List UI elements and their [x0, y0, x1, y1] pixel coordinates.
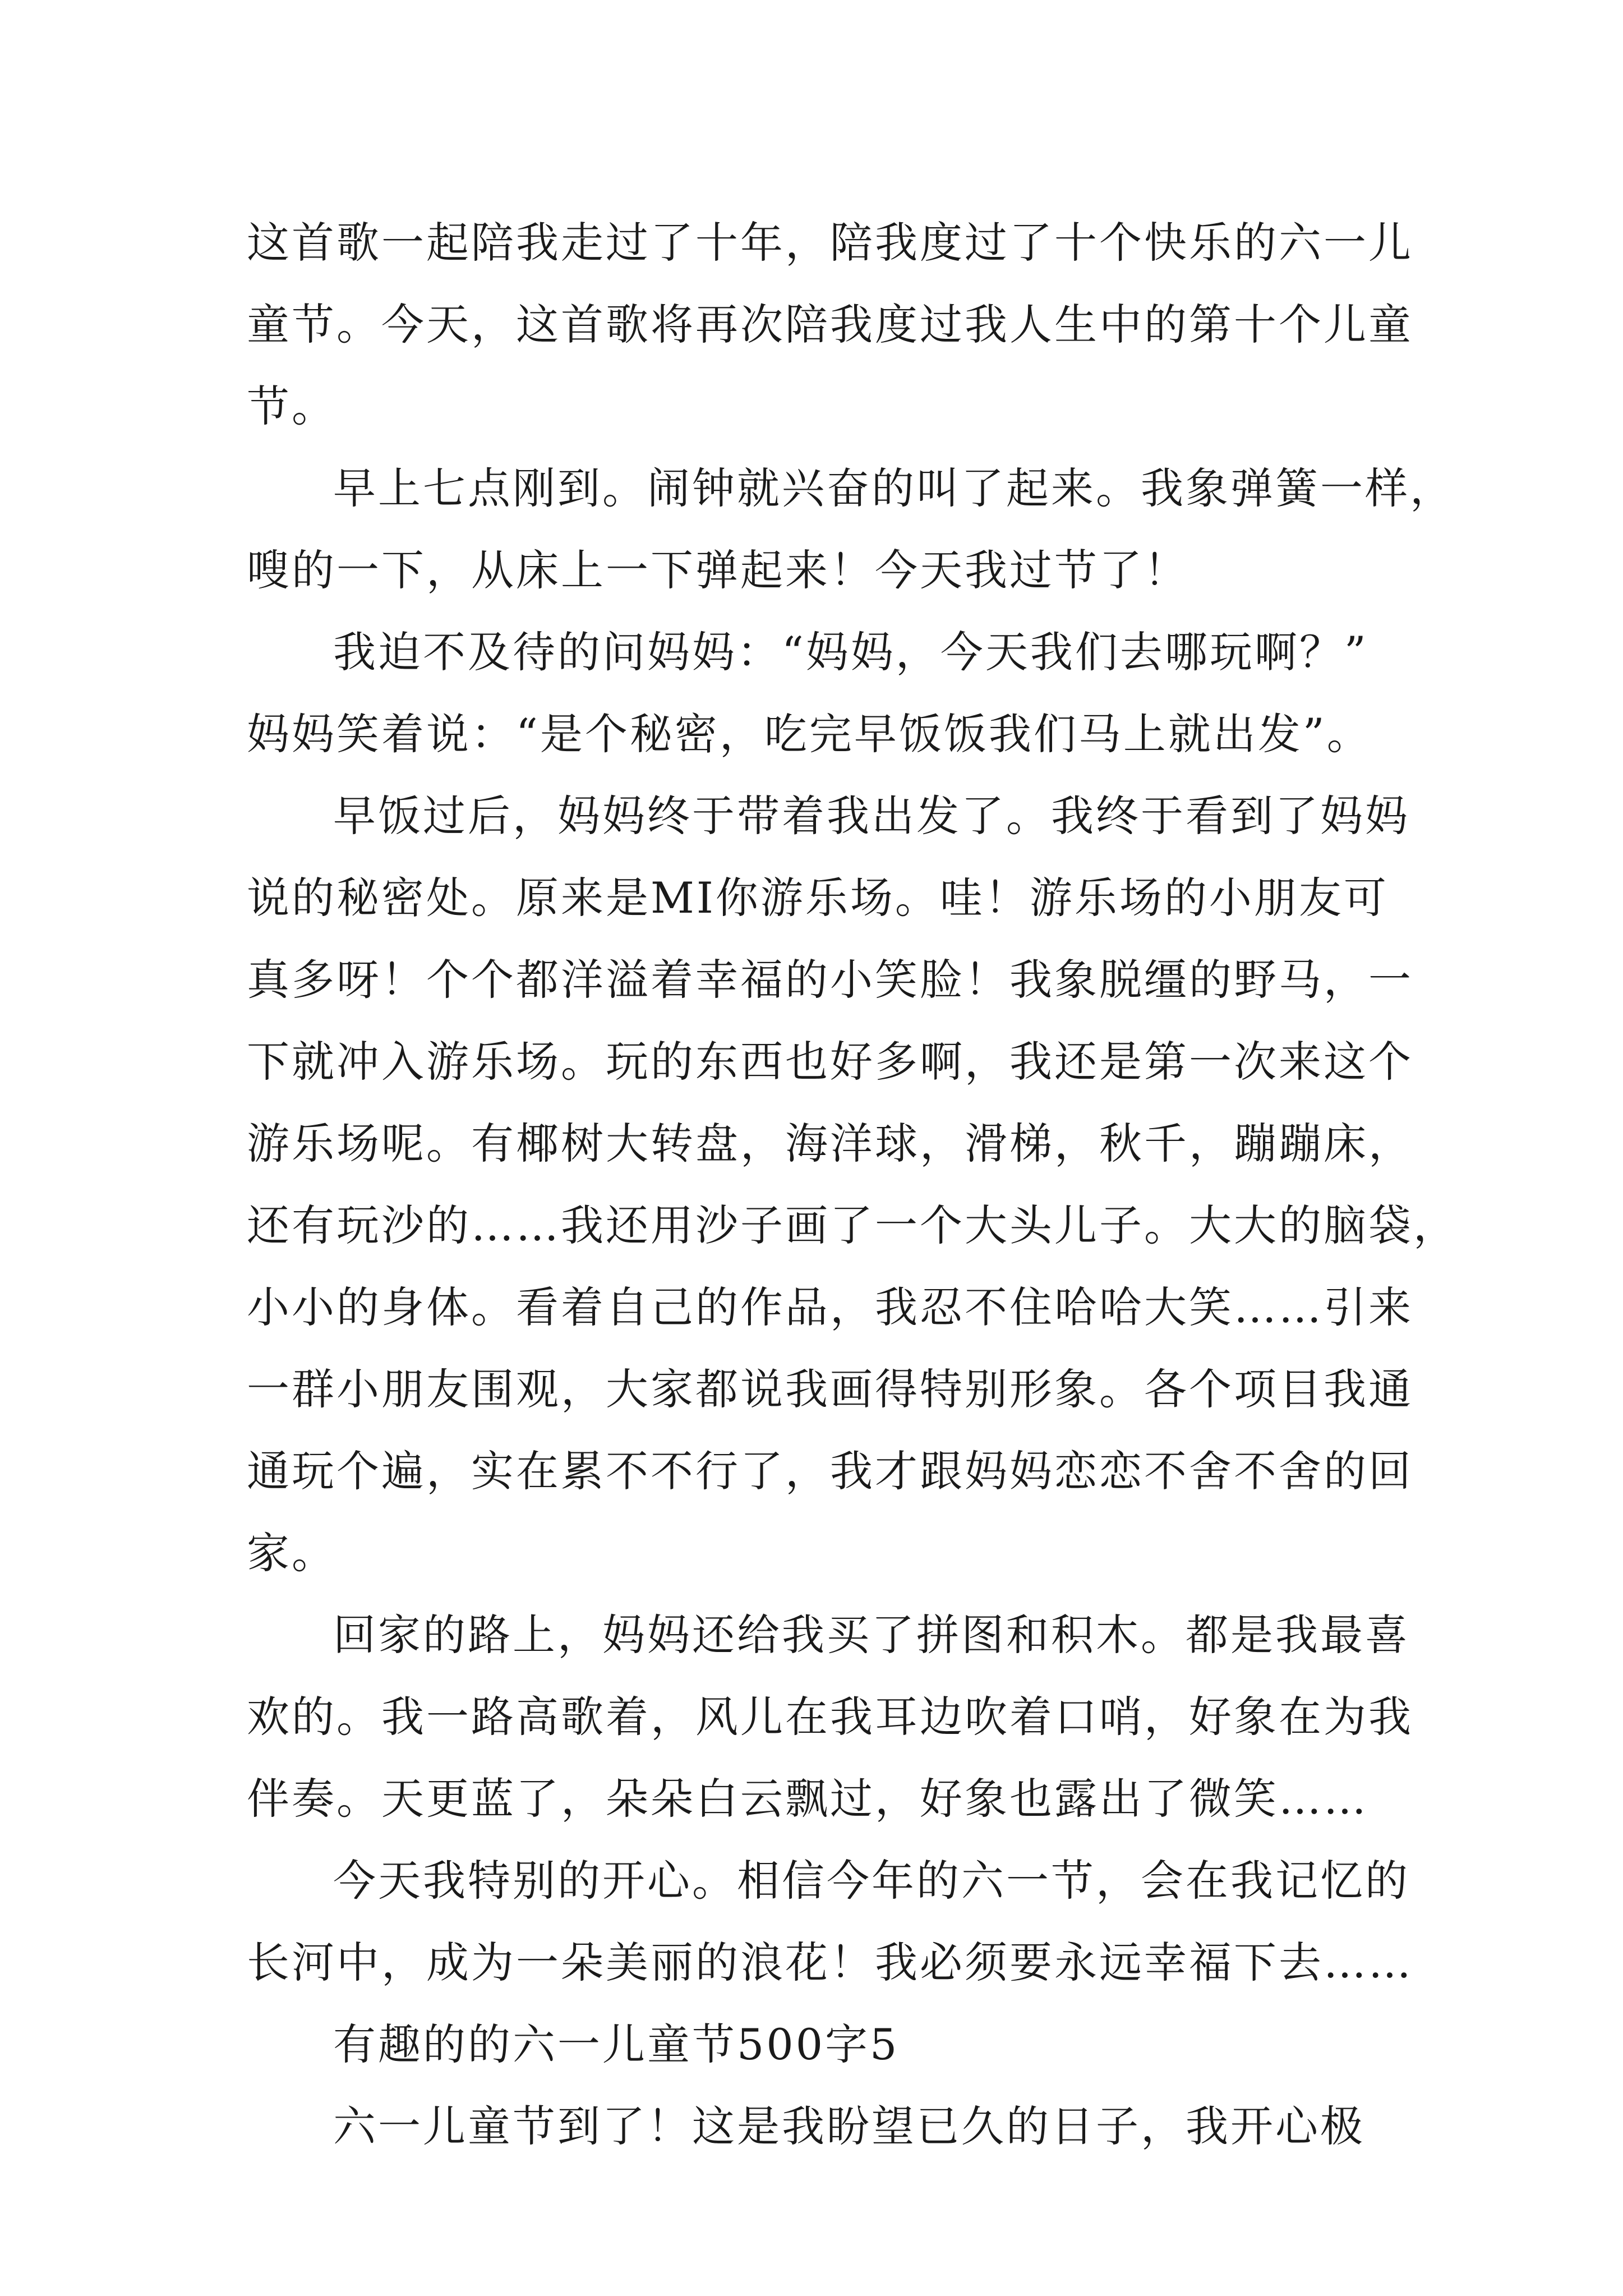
text-line: 一群小朋友围观，大家都说我画得特别形象。各个项目我通 — [247, 1364, 1413, 1414]
text-line: 通玩个遍，实在累不不行了，我才跟妈妈恋恋不舍不舍的回 — [247, 1446, 1413, 1496]
text-line: 我迫不及待的问妈妈：“妈妈，今天我们去哪玩啊？” — [333, 627, 1368, 677]
text-line: 回家的路上，妈妈还给我买了拼图和积木。都是我最喜 — [333, 1610, 1410, 1660]
section-heading: 有趣的的六一儿童节500字5 — [333, 2019, 900, 2069]
text-line: 这首歌一起陪我走过了十年，陪我度过了十个快乐的六一儿 — [247, 218, 1413, 268]
text-line: 童节。今天，这首歌将再次陪我度过我人生中的第十个儿童 — [247, 300, 1413, 349]
text-line: 妈妈笑着说：“是个秘密，吃完早饭饭我们马上就出发”。 — [247, 709, 1372, 759]
text-line: 长河中，成为一朵美丽的浪花！我必须要永远幸福下去…… — [247, 1938, 1413, 1987]
text-line: 家。 — [247, 1528, 336, 1578]
text-line: 伴奏。天更蓝了，朵朵白云飘过，好象也露出了微笑…… — [247, 1774, 1368, 1824]
text-line: 游乐场呢。有椰树大转盘，海洋球，滑梯，秋千，蹦蹦床， — [247, 1119, 1413, 1168]
text-line: 还有玩沙的……我还用沙子画了一个大头儿子。大大的脑袋， — [247, 1200, 1458, 1250]
text-line: 节。 — [247, 381, 336, 431]
text-line: 真多呀！个个都洋溢着幸福的小笑脸！我象脱缰的野马，一 — [247, 955, 1413, 1005]
text-line: 早上七点刚到。闹钟就兴奋的叫了起来。我象弹簧一样， — [333, 463, 1455, 513]
text-line: 早饭过后，妈妈终于带着我出发了。我终于看到了妈妈 — [333, 791, 1410, 841]
text-line: 说的秘密处。原来是MI你游乐场。哇！游乐场的小朋友可 — [247, 873, 1389, 923]
text-line: 小小的身体。看着自己的作品，我忍不住哈哈大笑……引来 — [247, 1282, 1413, 1332]
text-line: 六一儿童节到了！这是我盼望已久的日子，我开心极 — [333, 2101, 1365, 2151]
text-line: 下就冲入游乐场。玩的东西也好多啊，我还是第一次来这个 — [247, 1037, 1413, 1087]
article-body — [247, 202, 1458, 2168]
text-line: 嗖的一下，从床上一下弹起来！今天我过节了！ — [247, 545, 1189, 595]
text-line: 今天我特别的开心。相信今年的六一节，会在我记忆的 — [333, 1856, 1410, 1906]
text-line: 欢的。我一路高歌着，风儿在我耳边吹着口哨，好象在为我 — [247, 1692, 1413, 1742]
